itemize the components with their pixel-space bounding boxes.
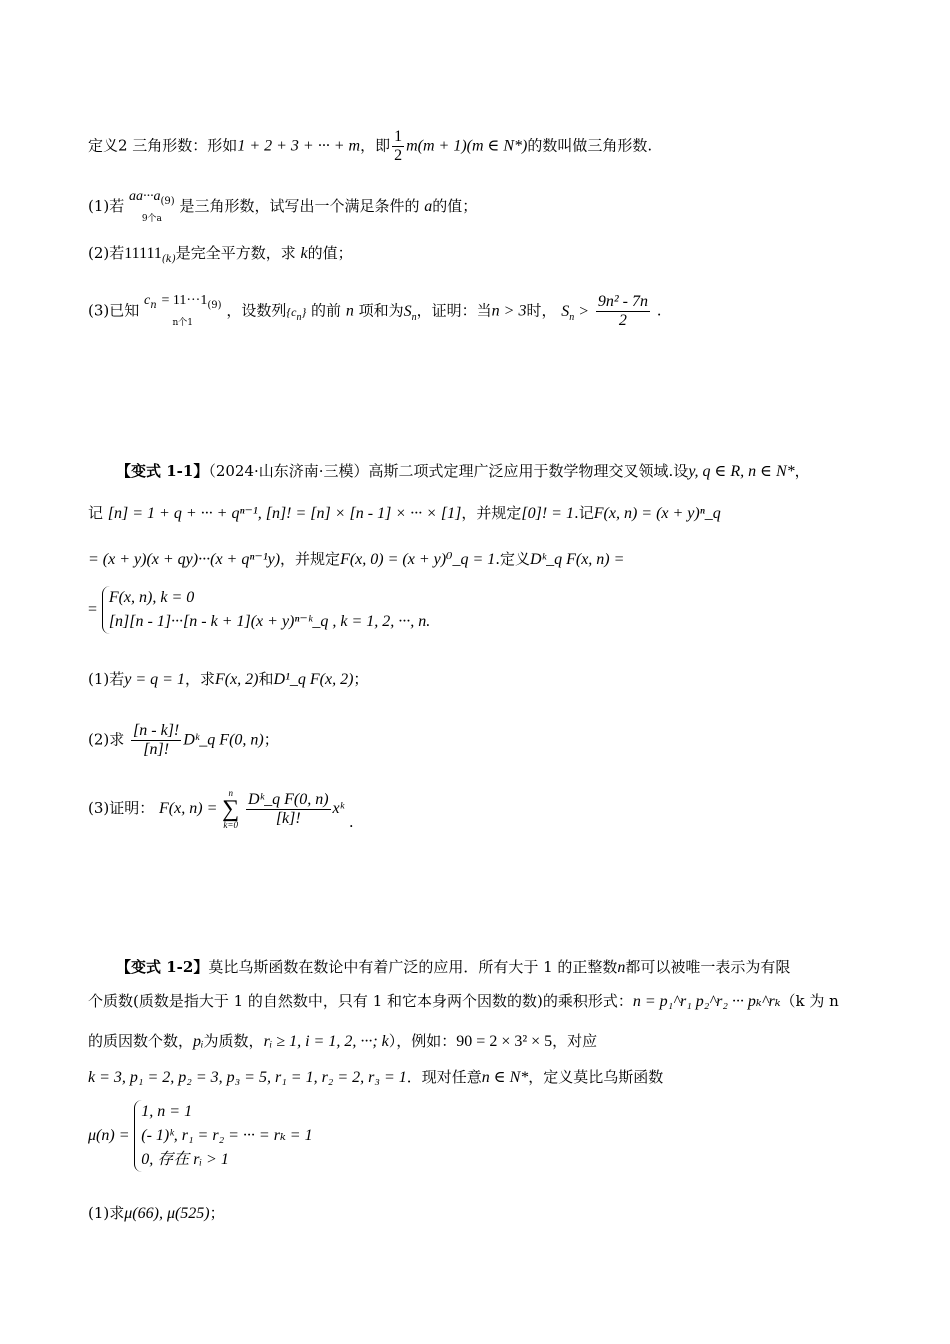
v11-zero-fact: [0]! = 1: [521, 505, 574, 522]
v11-line3-mid2: .定义: [495, 550, 531, 568]
v11-comma: ，: [794, 462, 810, 480]
v12-line4: [88, 1066, 663, 1089]
v12-mu-case-2: (- 1)ᵏ, r₁ = r₂ = ··· = rₖ = 1: [141, 1127, 313, 1144]
def2-expr: m(m + 1)(m ∈ N*): [406, 137, 528, 155]
v11-line3: [88, 548, 624, 571]
v12-mu-definition: [88, 1100, 313, 1172]
v11-line2-mid: ，并规定: [461, 504, 522, 522]
def2-prefix: 定义2 三角形数：形如: [88, 136, 238, 155]
question-1-line: [88, 188, 477, 226]
q1-label: (1)若: [88, 197, 125, 215]
v12-p1-label: (1)求: [88, 1204, 125, 1222]
v11-p3-fraction: $\frac{\text{Dᵏ\_q F(0, n)}}{[k]!}$: [248, 790, 329, 827]
question-2-line: [88, 242, 353, 271]
q3-sn: $S_n$: [403, 302, 417, 323]
definition-2-line: [88, 128, 652, 165]
v11-p3-lhs: F(x, n) =: [159, 800, 218, 817]
v11-cond: y, q ∈ R, n ∈ N*: [688, 463, 795, 480]
q2-label: (2)若: [88, 244, 125, 262]
v11-case-2: [n][n - 1]···[n - k + 1](x + y)ⁿ⁻ᵏ_q , k = 1, 2, ···, n.: [108, 613, 431, 630]
def2-mid: ，即: [360, 136, 391, 155]
v11-p2-end: ；: [263, 730, 279, 749]
q3-seq: $\{c_n\}$: [286, 304, 307, 323]
v11-p3-end: .: [348, 813, 354, 831]
v12-line4-mid: ．现对任意: [406, 1068, 482, 1086]
v11-p1-mid: ，求: [184, 670, 215, 688]
q1-rest: 是三角形数，试写出一个满足条件的: [179, 197, 420, 215]
v11-p1-and: 和: [258, 670, 274, 688]
q2-base: (k): [161, 254, 176, 265]
v11-D-def: Dᵏ_q F(x, n) =: [530, 551, 625, 568]
v12-example: 90 = 2 × 3² × 5: [456, 1033, 553, 1050]
v11-p2-D: Dᵏ_q F(0, n): [183, 731, 264, 749]
v12-p1-math: μ(66), μ(525): [124, 1205, 210, 1222]
q1-var: a: [424, 198, 433, 215]
v12-line2: [88, 990, 839, 1013]
v11-line3-mid: ，并规定: [280, 550, 341, 568]
q3-rest2: 的前: [311, 301, 342, 320]
v12-line4-end: ，定义莫比乌斯函数: [528, 1068, 664, 1086]
v12-line3-math: rᵢ ≥ 1, i = 1, 2, ···; k: [263, 1033, 389, 1050]
v11-p1-label: (1)若: [88, 670, 125, 688]
v11-cases: = F(x, n), k = 0 [n][n - 1]···[n - k + 1](x + y)ⁿ⁻ᵏ_q , k = 1, 2, ···, n.: [88, 586, 430, 634]
q3-rest3: 项和为: [358, 301, 404, 320]
q3-rest5: 时，: [526, 301, 557, 320]
v12-line3-p: pᵢ: [193, 1033, 204, 1050]
v11-product: = (x + y)(x + qy)···(x + qⁿ⁻¹y): [88, 551, 281, 568]
v12-mu-case-1: 1, n = 1: [141, 1103, 193, 1120]
q3-end: .: [656, 301, 662, 320]
question-3-line: [88, 292, 662, 331]
v11-line2: [88, 502, 721, 525]
v11-part3: [88, 788, 354, 833]
v11-F0: F(x, 0) = (x + y)⁰_q = 1: [340, 551, 496, 568]
v12-mu-case-3: 0, 存在 rᵢ > 1: [141, 1151, 229, 1168]
v11-p2-label: (2)求: [88, 730, 125, 749]
v11-line2-pre: 记: [88, 504, 104, 522]
v12-mu-cases: [134, 1100, 312, 1172]
q3-label: (3)已知: [88, 301, 140, 320]
v11-cases-brace: [102, 586, 430, 634]
q3-ineq: $S_n$ >: [561, 302, 590, 323]
v12-example-values: k = 3, p₁ = 2, p₂ = 3, p₃ = 5, r₁ = 1, r₂ = 2, r₃ = 1: [88, 1069, 407, 1086]
v12-line3-text: 的质因数个数，: [88, 1032, 194, 1050]
q3-rest4: ，证明：当: [416, 301, 492, 320]
v12-mu-lhs: μ(n) =: [88, 1127, 130, 1144]
q2-end: 的值；: [307, 244, 353, 262]
v12-line3-mid2: ），例如：: [388, 1032, 457, 1050]
q3-ineq-fraction: $\frac{\text{9n² - 7n}}{2}$: [597, 293, 648, 329]
v11-case-1: F(x, n), k = 0: [108, 589, 195, 606]
q2-number: 11111: [124, 245, 162, 262]
q3-n: n: [345, 302, 354, 320]
v12-line1-n: n: [617, 959, 626, 976]
v12-n-in-N: n ∈ N*: [481, 1069, 529, 1086]
q1-number: $aa\cdot\cdot\cdot a_{(9)}$ 9个a: [129, 189, 175, 224]
v11-source: （2024·山东济南·三模）高斯二项式定理广泛应用于数学物理交叉领域.设: [208, 462, 689, 480]
v11-p3-tail: xᵏ: [332, 800, 345, 817]
v12-factorization: n = p₁^r₁ p₂^r₂ ··· pₖ^rₖ: [632, 993, 781, 1010]
v11-p1-end: ；: [353, 670, 369, 688]
def2-fraction: $\frac{1}{2}$: [394, 128, 403, 164]
v11-part1: [88, 668, 368, 691]
v12-line1: [116, 956, 790, 979]
v11-tag: 【变式 1-1】: [116, 462, 209, 480]
v11-p2-fraction: $\frac{[n - k]!}{[n]!}$: [133, 722, 180, 758]
v11-intro-line: [116, 460, 810, 483]
v11-p1-D: D¹_q F(x, 2): [273, 671, 354, 688]
v12-line1-end: 都可以被唯一表示为有限: [625, 958, 791, 976]
q2-rest: 是完全平方数，求: [175, 244, 296, 262]
def2-suffix: 的数叫做三角形数.: [527, 136, 653, 155]
v11-p1-cond: y = q = 1: [124, 671, 185, 688]
v11-p3-label: (3)证明：: [88, 799, 155, 817]
v12-part1: [88, 1202, 225, 1225]
v12-line3-mid: 为质数，: [203, 1032, 264, 1050]
q3-cond: n > 3: [491, 302, 527, 320]
v11-F-def: F(x, n) = (x + y)ⁿ_q: [593, 505, 721, 522]
v11-p1-F: F(x, 2): [214, 671, 259, 688]
v11-part2: [88, 722, 279, 759]
q3-rest1: ，设数列: [226, 301, 287, 320]
v12-line3-end: ，对应: [552, 1032, 598, 1050]
v12-tag: 【变式 1-2】: [116, 958, 209, 976]
v12-line1-text: 莫比乌斯函数在数论中有着广泛的应用．所有大于 1 的正整数: [208, 958, 618, 976]
v12-line2-end: （k 为 n: [780, 992, 839, 1010]
v11-p3-sum: n ∑ k=0: [222, 788, 240, 830]
def2-sum: 1 + 2 + 3 + ··· + m: [237, 137, 361, 155]
v12-p1-end: ；: [209, 1204, 225, 1222]
v12-line3: [88, 1030, 597, 1053]
q2-var: k: [300, 245, 308, 262]
q1-end: 的值；: [432, 197, 478, 215]
q3-cn-def: $c_n = 11\cdot\cdot\cdot 1_{(9)}$ n个1: [144, 293, 222, 328]
v11-bracket-def: [n] = 1 + q + ··· + qⁿ⁻¹, [n]! = [n] × [n - 1] × ··· × [1]: [107, 505, 462, 522]
v12-line2-text: 个质数(质数是指大于 1 的自然数中，只有 1 和它本身两个因数的数)的乘积形式：: [88, 992, 633, 1010]
v11-line2-mid2: .记: [573, 504, 594, 522]
